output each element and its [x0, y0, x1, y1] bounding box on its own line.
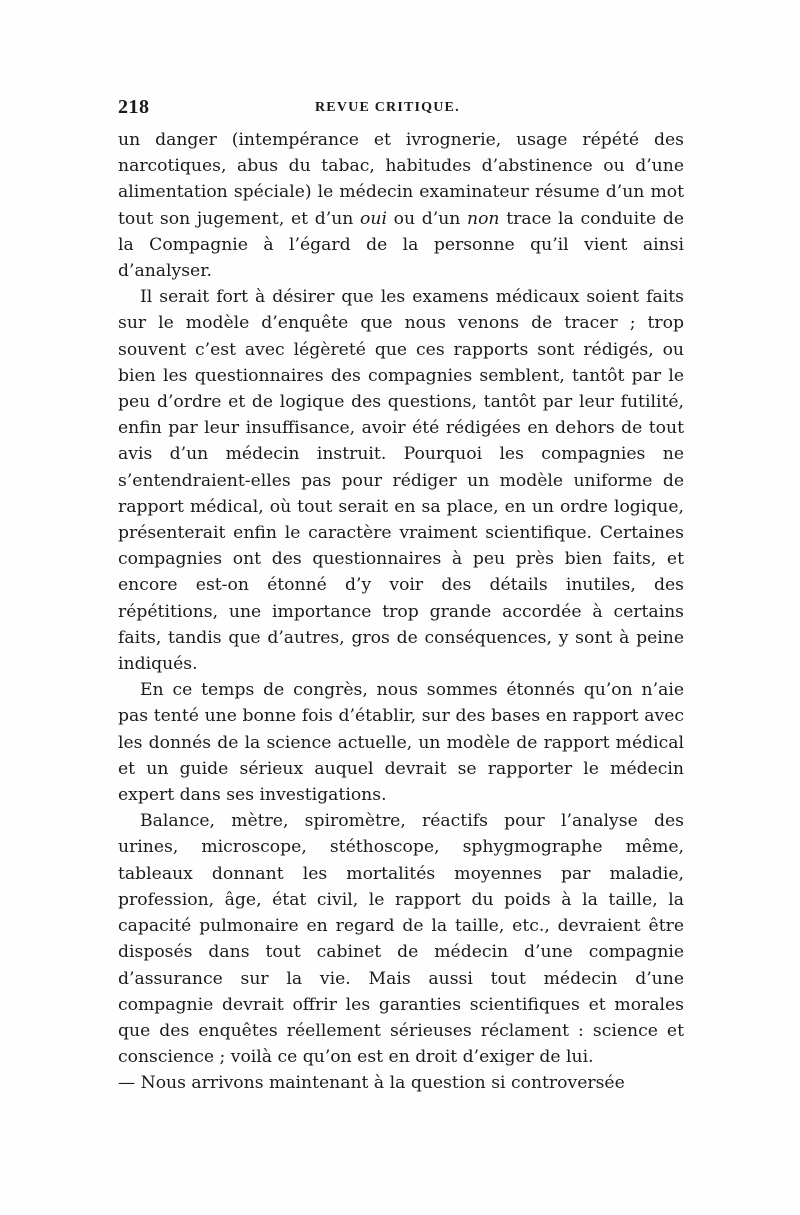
text-run: ou d’un — [386, 208, 468, 229]
running-title: REVUE CRITIQUE. — [315, 100, 460, 115]
body-text — [118, 127, 684, 1097]
page-number: 218 — [118, 96, 150, 118]
italic-word-non: non — [467, 208, 500, 229]
text-run: En ce temps de congrès, nous sommes étonnés qu’on n’aie pas tenté une bonne fois d’établir, sur des bases en rapport avec les donnés de la science actuelle, un modèle de rapport médical et un guide sérieux auquel devrait se rapporter le médecin expert dans ses investigations. — [118, 680, 684, 806]
paragraph-next-question — [118, 1070, 684, 1096]
running-head — [118, 96, 682, 120]
text-run: un danger (intempérance et ivrognerie, usage répété des narcotiques, abus du tabac, habitudes d’abstinence ou d’une alimentation spéciale) le médecin examinateur résume d’un mot tout son jugement, et d’un — [118, 130, 684, 229]
paragraph-medical-exams — [118, 284, 684, 677]
paragraph-equipment — [118, 808, 684, 1070]
text-run: Il serait fort à désirer que les examens médicaux soient faits sur le modèle d’enquête que nous venons de tracer ; trop souvent c’est avec légèreté que ces rapports sont rédigés, ou bien les questionnaires des compagnies semblent, tantôt par le peu d’ordre et de logique des questions, tantôt par leur futilité, enfin par leur insuffisance, avoir été rédigées en dehors de tout avis d’un médecin instruit. Pourquoi les compagnies ne s’entendraient-elles pas pour rédiger un modèle uniforme de rapport médical, où tout serait en sa place, en un ordre logique, présenterait enfin le caractère vraiment scientifique. Certaines compagnies ont des questionnaires à peu près bien faits, et encore est-on étonné d’y voir des détails inutiles, des répétitions, une importance trop grande accordée à certains faits, tandis que d’autres, gros de conséquences, y sont à peine indiqués. — [118, 287, 684, 675]
text-run: Balance, mètre, spiromètre, réactifs pour l’analyse des urines, microscope, stéthoscope, sphygmographe même, tableaux donnant les mortalités moyennes par maladie, profession, âge, état civil, le rapport du poids à la taille, la capacité pulmonaire en regard de la taille, etc., devraient être disposés dans tout cabinet de médecin d’une compagnie d’assurance sur la vie. Mais aussi tout médecin d’une compagnie devrait offrir les garanties scientifiques et morales que des enquêtes réellement sérieuses réclament : science et conscience ; voilà ce qu’on est en droit d’exiger de lui. — [118, 811, 684, 1068]
text-run: trace la conduite de la Compagnie à l’égard de la personne qu’il vient ainsi d’analyser. — [118, 208, 684, 282]
paragraph-continuation — [118, 127, 684, 284]
italic-word-oui: oui — [360, 208, 387, 229]
paragraph-congress — [118, 677, 684, 808]
text-run: — Nous arrivons maintenant à la question si controversée — [118, 1073, 625, 1094]
